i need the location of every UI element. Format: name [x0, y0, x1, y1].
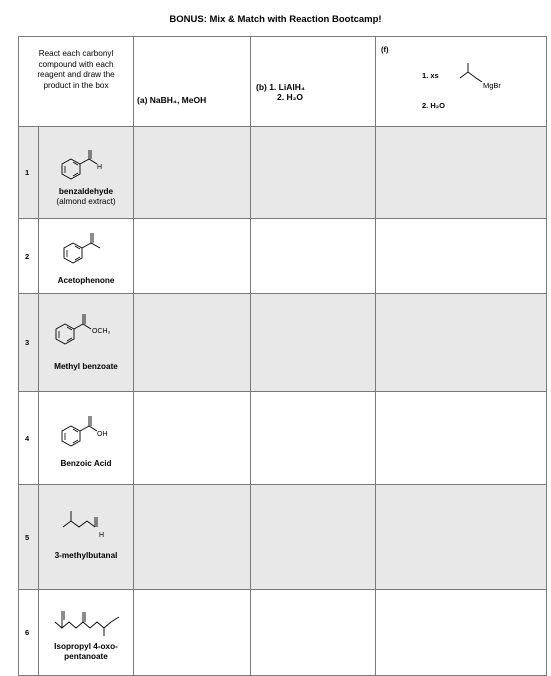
methyl-benzoate-structure: [53, 308, 129, 352]
benzoic-acid-structure: [59, 410, 119, 454]
answer-box[interactable]: [134, 590, 251, 676]
reagent-f-step1: 1. xs: [422, 71, 439, 80]
answer-box[interactable]: [251, 392, 376, 485]
answer-box[interactable]: [134, 127, 251, 219]
table-row: [19, 294, 547, 392]
methoxy-label: OCH₃: [92, 328, 111, 335]
acetophenone-structure: [61, 229, 117, 269]
compound-subtitle: (almond extract): [56, 197, 116, 206]
answer-box[interactable]: [134, 219, 251, 294]
reagent-a-label: (a) NaBH₄, MeOH: [137, 95, 207, 105]
answer-box[interactable]: [376, 485, 547, 590]
answer-box[interactable]: [134, 294, 251, 392]
table-row: [19, 590, 547, 676]
hydrogen-label: H: [99, 532, 105, 539]
hydroxyl-label: OH: [97, 431, 108, 438]
reagent-f-step2: 2. H₂O: [422, 101, 445, 110]
instruction-line: reagent and draw the: [37, 70, 115, 79]
compound-name: Benzoic Acid: [60, 459, 112, 468]
compound-cell: [39, 219, 134, 294]
compound-cell: [39, 590, 134, 676]
instruction-cell: [19, 37, 134, 127]
compound-name-continued: pentanoate: [64, 652, 108, 661]
answer-box[interactable]: [376, 294, 547, 392]
header-row: [19, 37, 547, 127]
compound-cell: [39, 294, 134, 392]
reagent-b-step1: (b) 1. LiAlH₄: [256, 82, 305, 92]
reagent-f-label: (f): [381, 45, 389, 54]
compound-cell: [39, 485, 134, 590]
compound-cell: [39, 392, 134, 485]
instruction-line: compound with each: [38, 59, 114, 69]
compound-cell: [39, 127, 134, 219]
3-methylbutanal-structure: [61, 507, 121, 547]
row-number: 6: [19, 590, 39, 676]
row-number: 2: [19, 219, 39, 294]
row-number: 4: [19, 392, 39, 485]
compound-name: benzaldehyde: [58, 187, 114, 196]
table-row: [19, 392, 547, 485]
instruction-line: product in the box: [43, 80, 109, 90]
answer-box[interactable]: [134, 485, 251, 590]
instruction-line: React each carbonyl: [38, 49, 114, 58]
reagent-a-header: [134, 37, 251, 127]
isopropyl-grignard-structure: [456, 62, 486, 87]
reagent-b-header: [251, 37, 376, 127]
compound-name: Acetophenone: [57, 276, 115, 285]
answer-box[interactable]: [376, 219, 547, 294]
table-row: [19, 485, 547, 590]
row-number: 3: [19, 294, 39, 392]
page-title: BONUS: Mix & Match with Reaction Bootcamp!: [169, 14, 382, 25]
answer-box[interactable]: [376, 392, 547, 485]
row-number: 5: [19, 485, 39, 590]
answer-box[interactable]: [251, 294, 376, 392]
table-row: [19, 219, 547, 294]
reagent-f-header: [376, 37, 547, 127]
reaction-table: [18, 36, 547, 676]
row-number: 1: [19, 127, 39, 219]
answer-box[interactable]: [376, 590, 547, 676]
reagent-f-mgbr: MgBr: [483, 81, 501, 90]
answer-box[interactable]: [134, 392, 251, 485]
compound-name: 3-methylbutanal: [54, 551, 118, 560]
benzaldehyde-structure: [59, 147, 119, 189]
table-row: [19, 127, 547, 219]
hydrogen-label: H: [97, 164, 103, 171]
isopropyl-4-oxopentanoate-structure: [53, 598, 129, 638]
answer-box[interactable]: [251, 219, 376, 294]
answer-box[interactable]: [251, 127, 376, 219]
answer-box[interactable]: [251, 485, 376, 590]
answer-box[interactable]: [251, 590, 376, 676]
answer-box[interactable]: [376, 127, 547, 219]
reagent-b-step2: 2. H₂O: [277, 92, 303, 102]
compound-name: Isopropyl 4-oxo-: [54, 642, 118, 651]
compound-name: Methyl benzoate: [54, 362, 118, 371]
